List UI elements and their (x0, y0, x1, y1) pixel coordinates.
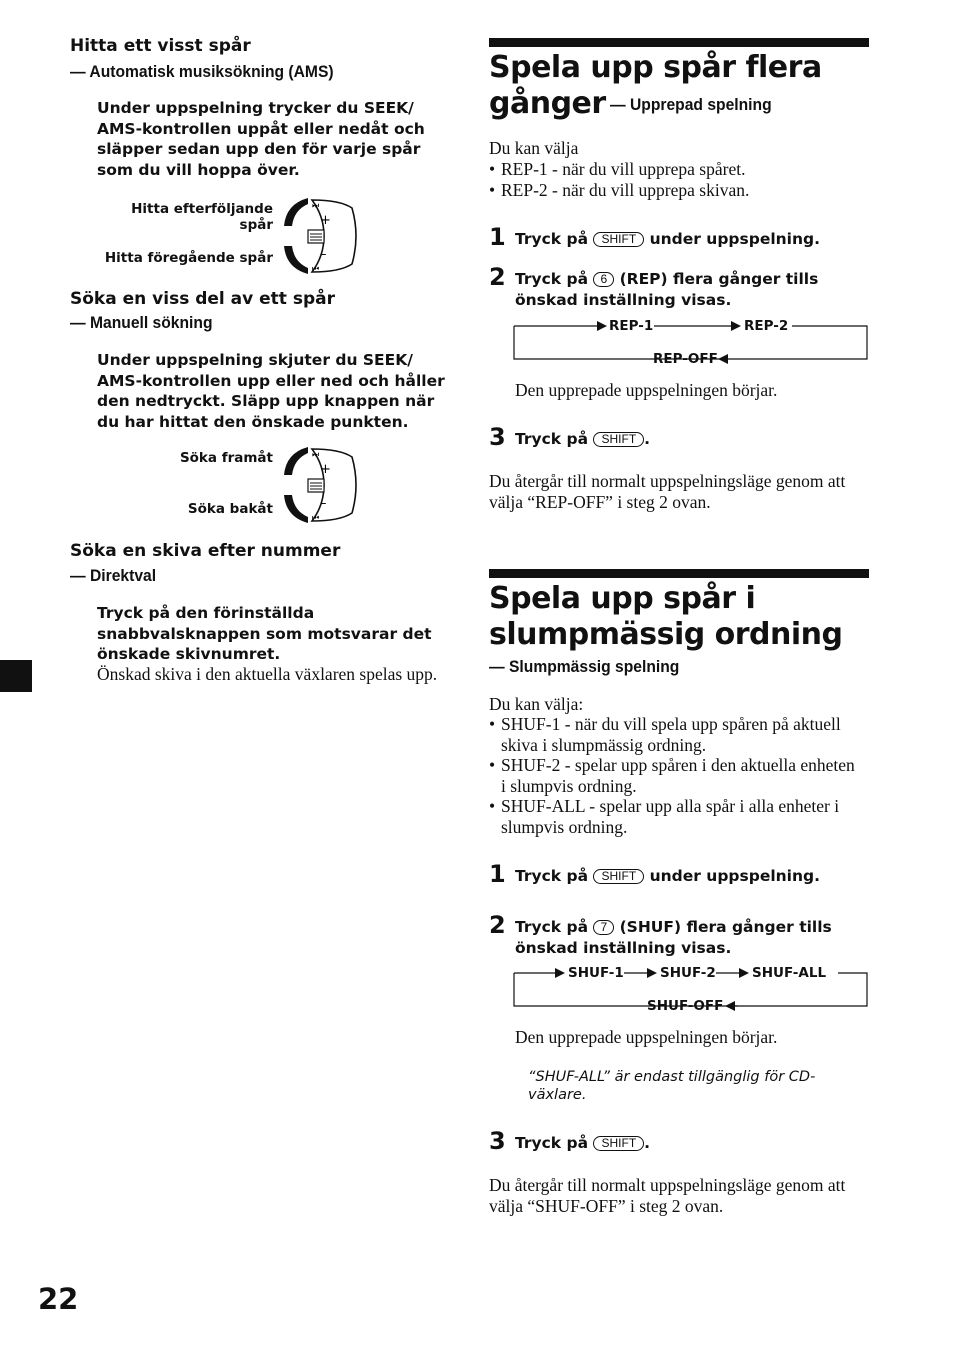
shift-key-icon: SHIFT (593, 432, 644, 447)
chapter-tab-marker (0, 660, 32, 692)
shuffle-step2-number: 2 (489, 911, 506, 939)
shuffle-outro: Du återgår till normalt uppspelningsläge genom att välja “SHUF-OFF” i steg 2 ovan. (489, 1175, 846, 1216)
arrow-down-icon (284, 246, 308, 274)
repeat-step3-number: 3 (489, 423, 506, 451)
heading-repeat-line1: Spela upp spår flera (489, 50, 822, 85)
flow-rep-off: REP-OFF (653, 351, 718, 367)
list-item: • SHUF-2 - spelar upp spåren i den aktuella enheten i slumpvis ordning. (489, 755, 859, 796)
shuffle-intro: Du kan välja: (489, 694, 584, 714)
shuffle-step1-number: 1 (489, 860, 506, 888)
arrow-left-icon (718, 354, 728, 364)
next-track-icon: ⏭ (312, 450, 320, 459)
section-title-ams: Hitta ett visst spår (70, 36, 251, 56)
list-item: • SHUF-ALL - spelar upp alla spår i alla enheter i slumpvis ordning. (489, 796, 859, 837)
heading-shuffle-subtitle: — Slumpmässig spelning (489, 657, 680, 676)
list-item: • SHUF-1 - när du vill spela upp spåren på aktuell skiva i slumpmässig ordning. (489, 714, 859, 755)
minus-icon: – (320, 247, 327, 262)
minus-icon: – (320, 496, 327, 511)
heading-repeat-line2 (489, 86, 785, 122)
seek-knob-illustration-manual (278, 445, 360, 525)
section-subtitle-manual: — Manuell sökning (70, 313, 213, 332)
heading-shuffle-line1: Spela upp spår i (489, 581, 756, 616)
shuffle-options (489, 714, 859, 837)
repeat-step2-number: 2 (489, 263, 506, 291)
section-rule-shuffle (489, 569, 869, 578)
flow-shuf-2: SHUF-2 (660, 965, 716, 981)
page-number: 22 (38, 1282, 79, 1316)
shuffle-step3: Tryck på SHIFT . (515, 1134, 651, 1152)
shuffle-step1: Tryck på SHIFT under uppspelning. (515, 867, 821, 885)
repeat-intro: Du kan välja (489, 138, 579, 158)
arrow-right-icon (597, 321, 607, 331)
instruction-ams: Under uppspelning trycker du SEEK/ AMS-kontrollen uppåt eller nedåt och släpper sedan upp den för varje spår som du vill hoppa över. (97, 99, 425, 179)
instruction-manual: Under uppspelning skjuter du SEEK/ AMS-kontrollen upp eller ned och håller den nedtryckt. Släpp upp knappen när du har hittat den önskade punkten. (97, 351, 445, 431)
shift-key-icon: SHIFT (593, 232, 644, 247)
body-direct: Önskad skiva i den aktuella växlaren spelas upp. (97, 664, 438, 684)
label-prev-track: Hitta föregående spår (104, 250, 273, 266)
list-item: • REP-2 - när du vill upprepa skivan. (489, 180, 859, 201)
arrow-right-icon (647, 968, 657, 978)
arrow-left-icon (725, 1001, 735, 1011)
repeat-after: Den upprepade uppspelningen börjar. (515, 380, 778, 400)
flow-shuf-off: SHUF-OFF (647, 998, 724, 1014)
arrow-right-icon (731, 321, 741, 331)
label-next-track: Hitta efterföljande spår (131, 201, 273, 233)
arrow-right-icon (739, 968, 749, 978)
section-subtitle-direct: — Direktval (70, 566, 157, 585)
flow-rep-1: REP-1 (609, 318, 654, 334)
repeat-step2-line2: önskad inställning visas. (515, 291, 732, 309)
arrow-right-icon (555, 968, 565, 978)
arrow-up-icon (284, 447, 308, 475)
arrow-up-icon (284, 198, 308, 226)
repeat-outro: Du återgår till normalt uppspelningsläge genom att välja “REP-OFF” i steg 2 ovan. (489, 471, 846, 512)
repeat-options (489, 159, 859, 200)
flow-shuf-1: SHUF-1 (568, 965, 624, 981)
shuffle-step2-line2: önskad inställning visas. (515, 939, 732, 957)
instruction-direct: Tryck på den förinställda snabbvalsknappen som motsvarar det önskade skivnumret. (97, 604, 432, 663)
list-item: • REP-1 - när du vill upprepa spåret. (489, 159, 859, 180)
repeat-step1: Tryck på SHIFT under uppspelning. (515, 230, 821, 248)
repeat-step3: Tryck på SHIFT . (515, 430, 651, 448)
shift-key-icon: SHIFT (593, 869, 644, 884)
flow-shuf-all: SHUF-ALL (752, 965, 827, 981)
label-search-forward: Söka framåt (179, 450, 273, 466)
section-subtitle-ams: — Automatisk musiksökning (AMS) (70, 62, 334, 81)
heading-repeat-subtitle: — Upprepad spelning (609, 95, 772, 114)
shuffle-step2: Tryck på 7 (SHUF) flera gånger tills (515, 918, 832, 936)
prev-track-icon: ⏮ (312, 513, 320, 522)
heading-repeat-word: gånger (489, 86, 606, 121)
section-rule-repeat (489, 38, 869, 47)
repeat-step2: Tryck på 6 (REP) flera gånger tills (515, 270, 819, 288)
plus-icon: + (320, 462, 331, 477)
arrow-down-icon (284, 495, 308, 523)
next-track-icon: ⏭ (312, 201, 320, 210)
section-title-manual: Söka en viss del av ett spår (70, 289, 335, 309)
shift-key-icon: SHIFT (593, 1136, 644, 1151)
shuffle-note: “SHUF-ALL” är endast tillgänglig för CD-växlare. (528, 1069, 816, 1103)
heading-shuffle-line2: slumpmässig ordning (489, 617, 843, 652)
prev-track-icon: ⏮ (312, 264, 320, 273)
repeat-step1-number: 1 (489, 223, 506, 251)
section-title-direct: Söka en skiva efter nummer (70, 541, 341, 561)
flow-rep-2: REP-2 (744, 318, 789, 334)
shuffle-after: Den upprepade uppspelningen börjar. (515, 1027, 778, 1047)
button-6-icon: 6 (593, 272, 614, 287)
plus-icon: + (320, 213, 331, 228)
seek-knob-illustration-ams (278, 196, 360, 276)
shuffle-step3-number: 3 (489, 1127, 506, 1155)
button-7-icon: 7 (593, 920, 614, 935)
label-search-backward: Söka bakåt (187, 501, 273, 517)
